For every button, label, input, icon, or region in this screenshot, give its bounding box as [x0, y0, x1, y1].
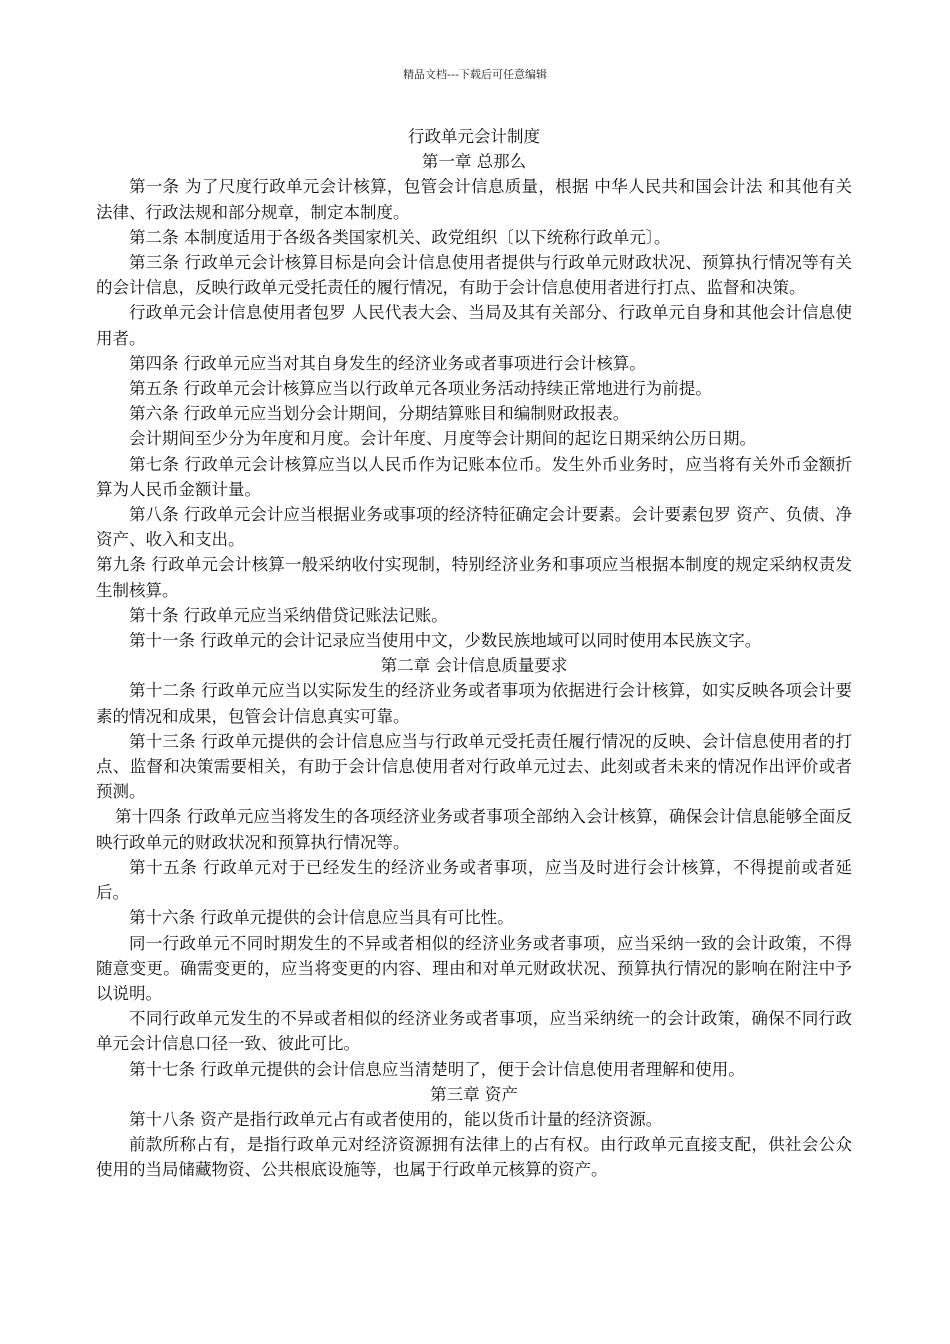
page-header: 精品文档---下载后可任意编辑 [403, 68, 547, 81]
article-paragraph: 第二条 本制度适用于各级各类国家机关、政党组织〔以下统称行政单元〕。 [129, 227, 671, 247]
article-paragraph: 第十八条 资产是指行政单元占有或者使用的，能以货币计量的经济资源。 [129, 1109, 663, 1129]
article-paragraph: 第十三条 行政单元提供的会计信息应当与行政单元受托责任履行情况的反映、会计信息使用者的打点、监督和决策需要相关，有助于会计信息使用者对行政单元过去、此刻或者未来的情况作出评价或者预测。 [96, 731, 852, 802]
chapter-heading: 第一章 总那么 [421, 152, 527, 172]
article-paragraph: 第一条 为了尺度行政单元会计核算，包管会计信息质量，根据 中华人民共和国会计法 和其他有关法律、行政法规和部分规章，制定本制度。 [96, 177, 852, 222]
chapter-heading: 第三章 资产 [430, 1084, 518, 1104]
article-paragraph: 第十一条 行政单元的会计记录应当使用中文，少数民族地域可以同时使用本民族文字。 [129, 631, 762, 651]
article-paragraph: 第四条 行政单元应当对其自身发生的经济业务或者事项进行会计核算。 [129, 353, 646, 373]
article-paragraph: 第十五条 行政单元对于已经发生的经济业务或者事项，应当及时进行会计核算，不得提前或者延后。 [96, 857, 852, 903]
article-paragraph: 不同行政单元发生的不异或者相似的经济业务或者事项，应当采纳统一的会计政策，确保不同行政单元会计信息口径一致、彼此可比。 [96, 1009, 852, 1054]
article-paragraph: 会计期间至少分为年度和月度。会计年度、月度等会计期间的起讫日期采纳公历日期。 [129, 429, 756, 449]
article-paragraph: 第十条 行政单元应当采纳借贷记账法记账。 [129, 605, 448, 625]
article-paragraph: 第十二条 行政单元应当以实际发生的经济业务或者事项为依据进行会计核算，如实反映各项会计要素的情况和成果，包管会计信息真实可靠。 [96, 681, 852, 726]
article-paragraph: 第八条 行政单元会计应当根据业务或事项的经济特征确定会计要素。会计要素包罗 资产、负债、净资产、收入和支出。 [96, 505, 852, 550]
article-paragraph: 第九条 行政单元会计核算一般采纳收付实现制，特别经济业务和事项应当根据本制度的规定采纳权责发生制核算。 [96, 555, 852, 600]
document-body [96, 124, 852, 1183]
article-paragraph: 第十四条 行政单元应当将发生的各项经济业务或者事项全部纳入会计核算，确保会计信息能够全面反映行政单元的财政状况和预算执行情况等。 [96, 807, 852, 852]
article-paragraph: 第三条 行政单元会计核算目标是向会计信息使用者提供与行政单元财政状况、预算执行情况等有关的会计信息，反映行政单元受托责任的履行情况，有助于会计信息使用者进行打点、监督和决策。 [96, 253, 852, 298]
chapter-heading: 第二章 会计信息质量要求 [380, 656, 568, 676]
article-paragraph: 前款所称占有，是指行政单元对经济资源拥有法律上的占有权。由行政单元直接支配，供社会公众使用的当局储藏物资、公共根底设施等，也属于行政单元核算的资产。 [96, 1135, 852, 1180]
article-paragraph: 第七条 行政单元会计核算应当以人民币作为记账本位币。发生外币业务时，应当将有关外币金额折算为人民币金额计量。 [96, 454, 852, 499]
article-paragraph: 第十七条 行政单元提供的会计信息应当清楚明了，便于会计信息使用者理解和使用。 [129, 1059, 745, 1079]
article-paragraph: 行政单元会计信息使用者包罗 人民代表大会、当局及其有关部分、行政单元自身和其他会计信息使用者。 [96, 303, 852, 348]
document-title: 行政单元会计制度 [408, 127, 540, 146]
article-paragraph: 同一行政单元不同时期发生的不异或者相似的经济业务或者事项，应当采纳一致的会计政策，不得随意变更。确需变更的，应当将变更的内容、理由和对单元财政状况、预算执行情况的影响在附注中予以说明。 [96, 933, 852, 1003]
article-paragraph: 第十六条 行政单元提供的会计信息应当具有可比性。 [129, 908, 514, 928]
article-paragraph: 第五条 行政单元会计核算应当以行政单元各项业务活动持续正常地进行为前提。 [129, 379, 712, 399]
article-paragraph: 第六条 行政单元应当划分会计期间，分期结算账目和编制财政报表。 [129, 404, 630, 424]
